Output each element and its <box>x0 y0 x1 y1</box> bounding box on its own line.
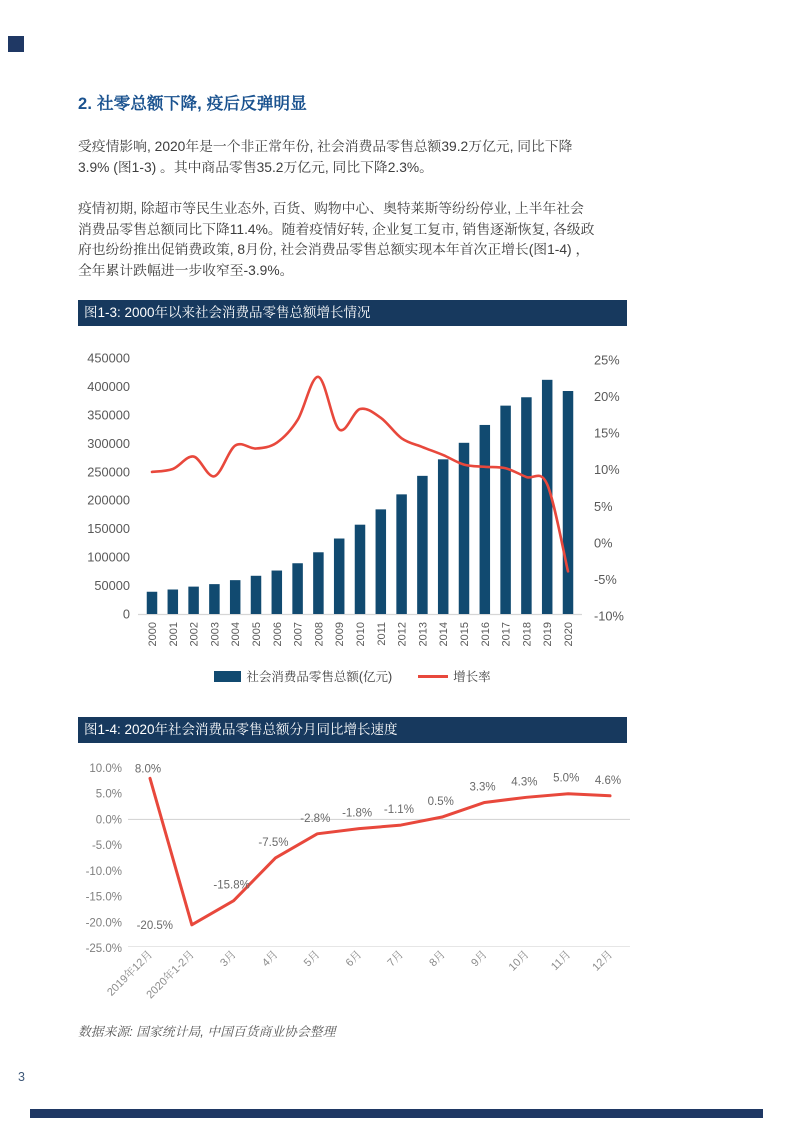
year-axis-label: 2010 <box>355 622 367 647</box>
retail-total-bar <box>417 476 428 614</box>
left-axis-label: 250000 <box>87 464 130 480</box>
year-axis-label: 2000 <box>147 622 159 647</box>
data-source-note: 数据来源: 国家统计局, 中国百货商业协会整理 <box>78 1024 336 1039</box>
retail-total-bar <box>168 590 179 614</box>
retail-total-bar <box>292 563 303 614</box>
retail-total-bar <box>188 587 199 614</box>
month-axis-label: 12月 <box>590 948 616 974</box>
retail-total-bar <box>563 391 574 614</box>
data-label: -20.5% <box>136 919 174 932</box>
paragraph-line: 全年累计跌幅进一步收窄至-3.9%。 <box>78 262 294 278</box>
legend-label: 社会消费品零售总额(亿元) <box>246 670 393 684</box>
retail-total-bar <box>313 552 324 614</box>
paragraph-line: 3.9% (图1-3) 。其中商品零售35.2万亿元, 同比下降2.3%。 <box>78 159 433 175</box>
left-axis-label: 450000 <box>87 350 130 366</box>
month-axis-label: 2020年1-2月 <box>144 948 197 1002</box>
y-axis-label: 0.0% <box>95 814 122 827</box>
paragraph-1 <box>78 137 634 178</box>
retail-total-bar <box>355 525 366 614</box>
data-label: 4.6% <box>594 774 622 787</box>
chart1-title-bar: 图1-3: 2000年以来社会消费品零售总额增长情况 <box>78 300 627 326</box>
right-axis-label: 5% <box>594 498 613 514</box>
retail-total-bar <box>209 584 220 614</box>
year-axis-label: 2012 <box>396 622 409 647</box>
retail-total-bar <box>334 539 345 614</box>
month-axis-label: 10月 <box>506 948 532 974</box>
data-label: 5.0% <box>553 772 580 785</box>
data-label: -2.8% <box>300 812 331 825</box>
retail-total-bar <box>230 580 241 614</box>
y-axis-label: 10.0% <box>89 763 122 775</box>
data-label: -7.5% <box>258 836 289 849</box>
year-axis-label: 2002 <box>188 622 201 647</box>
data-label: -1.8% <box>342 807 373 820</box>
retail-total-bar <box>396 494 407 614</box>
year-axis-label: 2004 <box>230 622 243 647</box>
legend-label: 增长率 <box>453 670 491 684</box>
right-axis-label: -5% <box>594 571 617 587</box>
retail-total-bar <box>376 509 387 614</box>
page-corner-square <box>8 36 24 52</box>
y-axis-label: 5.0% <box>95 788 122 801</box>
paragraph-line: 消费品零售总额同比下降11.4%。随着疫情好转, 企业复工复市, 销售逐渐恢复, 各级政 <box>78 221 595 237</box>
year-axis-label: 2006 <box>271 622 284 647</box>
month-axis-label: 3月 <box>218 948 239 970</box>
right-axis-label: 20% <box>594 389 620 405</box>
year-axis-label: 2003 <box>209 622 222 647</box>
left-axis-label: 400000 <box>87 378 130 394</box>
year-axis-label: 2001 <box>167 622 180 647</box>
right-axis-label: 10% <box>594 462 620 478</box>
chart2-title-bar: 图1-4: 2020年社会消费品零售总额分月同比增长速度 <box>78 717 627 743</box>
y-axis-label: -10.0% <box>85 865 122 878</box>
year-axis-label: 2017 <box>500 622 513 647</box>
left-axis-label: 0 <box>122 606 130 622</box>
data-label: -1.1% <box>383 804 414 817</box>
year-axis-label: 2009 <box>334 622 347 647</box>
chart1-combo-chart <box>0 330 793 662</box>
month-axis-label: 2019年12月 <box>105 948 156 999</box>
retail-total-bar <box>480 425 491 614</box>
page-footer-bar <box>30 1109 763 1118</box>
month-axis-label: 11月 <box>548 948 574 973</box>
month-axis-label: 8月 <box>427 948 448 970</box>
section-heading: 2. 社零总额下降, 疫后反弹明显 <box>78 95 307 113</box>
month-axis-label: 7月 <box>385 948 407 970</box>
year-axis-label: 2008 <box>313 622 326 647</box>
retail-total-bar <box>438 459 449 614</box>
retail-total-bar <box>272 571 283 614</box>
data-label: 4.3% <box>511 776 538 789</box>
year-axis-label: 2007 <box>292 622 305 647</box>
left-axis-label: 100000 <box>87 549 130 565</box>
left-axis-label: 300000 <box>87 435 130 451</box>
data-label: 8.0% <box>134 763 162 776</box>
line-swatch-icon <box>418 675 448 678</box>
year-axis-label: 2018 <box>521 622 534 647</box>
retail-total-bar <box>500 406 511 614</box>
data-label: 0.5% <box>427 795 454 808</box>
page-number: 3 <box>18 1070 25 1084</box>
year-axis-label: 2005 <box>251 622 263 647</box>
month-axis-label: 4月 <box>259 948 281 970</box>
month-axis-label: 9月 <box>469 948 490 970</box>
y-axis-label: -5.0% <box>91 840 122 853</box>
month-axis-label: 6月 <box>343 948 365 970</box>
right-axis-label: 15% <box>594 425 620 441</box>
paragraph-line: 受疫情影响, 2020年是一个非正常年份, 社会消费品零售总额39.2万亿元, 同比下降 <box>78 139 573 154</box>
year-axis-label: 2014 <box>438 622 451 647</box>
year-axis-label: 2020 <box>563 622 575 647</box>
year-axis-label: 2016 <box>479 622 492 647</box>
retail-total-bar <box>147 592 158 614</box>
left-axis-label: 150000 <box>87 521 130 537</box>
legend-item-bars <box>214 667 392 685</box>
month-axis-label: 5月 <box>301 948 323 970</box>
paragraph-line: 府也纷纷推出促销费政策, 8月份, 社会消费品零售总额实现本年首次正增长(图1-4) ， <box>78 242 590 257</box>
right-axis-label: 25% <box>594 352 620 368</box>
y-axis-label: -15.0% <box>85 891 122 904</box>
retail-total-bar <box>521 397 532 614</box>
paragraph-2 <box>78 199 634 281</box>
monthly-growth-line <box>150 778 610 925</box>
y-axis-label: -25.0% <box>85 942 122 955</box>
y-axis-label: -20.0% <box>85 917 122 930</box>
paragraph-line: 疫情初期, 除超市等民生业态外, 百货、购物中心、奥特莱斯等纷纷停业, 上半年社会 <box>78 201 584 216</box>
chart2-line-chart <box>0 750 793 1016</box>
retail-total-bar <box>459 443 470 614</box>
year-axis-label: 2011 <box>375 622 388 646</box>
legend-item-line <box>418 667 491 685</box>
year-axis-label: 2015 <box>459 622 471 647</box>
right-axis-label: 0% <box>594 535 613 551</box>
left-axis-label: 50000 <box>94 578 130 594</box>
bar-swatch-icon <box>214 671 241 682</box>
year-axis-label: 2013 <box>417 622 430 647</box>
left-axis-label: 200000 <box>87 492 130 508</box>
chart1-legend <box>78 667 627 685</box>
retail-total-bar <box>251 576 262 614</box>
data-label: -15.8% <box>213 879 250 892</box>
data-label: 3.3% <box>469 781 496 794</box>
year-axis-label: 2019 <box>542 622 555 647</box>
right-axis-label: -10% <box>594 608 624 624</box>
left-axis-label: 350000 <box>87 407 130 423</box>
